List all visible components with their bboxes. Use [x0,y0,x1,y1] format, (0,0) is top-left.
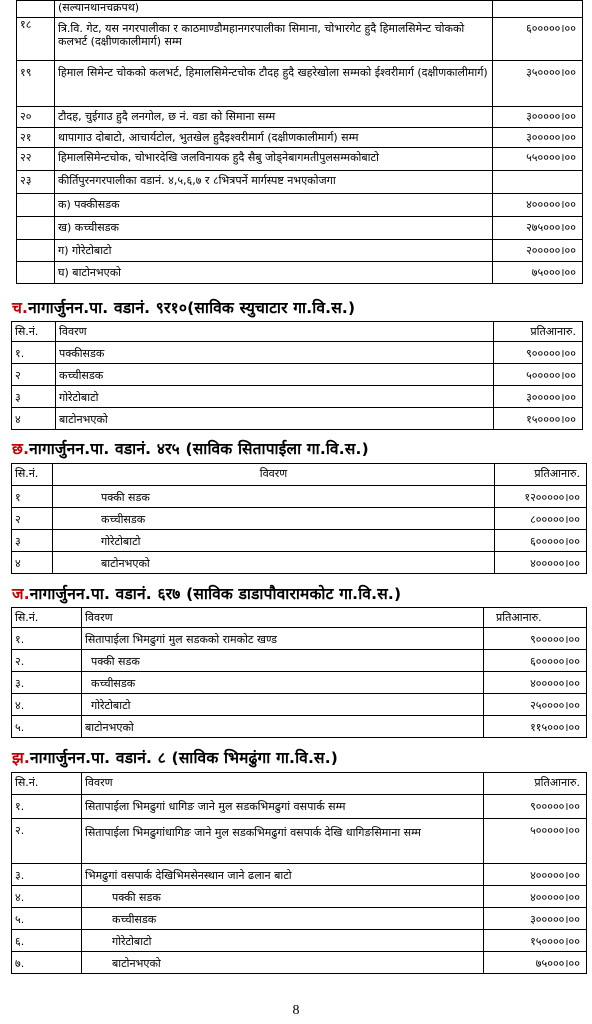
row-desc: पक्की सडक [82,886,484,908]
row-amount: ९०००००।०० [484,628,587,650]
table-row [12,628,587,650]
row-no: २१ [17,128,55,148]
row-amount: १५००००।०० [494,408,583,430]
row-desc: टौदह, चुईगाउ हुदै लनगोल, छ नं. वडा को सिमाना सम्म [55,107,493,128]
table-header-row [12,773,587,795]
table-row [12,386,583,408]
table-row [12,930,587,952]
row-desc: गोरेटोबाटो [82,930,484,952]
row-amount: ११५०००।०० [484,716,587,738]
row-amount: ३०००००।०० [484,908,587,930]
row-amount: ८०००००।०० [495,508,587,530]
row-amount: ६०००००।०० [493,18,583,61]
row-desc: सितापाईला भिमढुगांधागिङ जाने मुल सडकभिमढुगां वसपार्क देखि धागिङसिमाना सम्म [82,819,484,864]
row-no: ५. [12,908,82,930]
row-desc: हिमाल सिमेन्ट चोकको कलभर्ट, हिमालसिमेन्टचोक टौदह हुदै खहरेखोला सम्मको ईश्वरीमार्ग (दक्षीणकालीमार्ग) [55,61,493,107]
row-amount: ३०००००।०० [493,128,583,148]
col-header-no: सि.नं. [12,322,56,342]
row-no: ३. [12,864,82,886]
table-row [12,486,587,508]
table-row [12,552,587,574]
row-no: ३ [12,386,56,408]
table-row [12,716,587,738]
table-row [12,672,587,694]
row-desc: बाटोनभएको [82,952,484,974]
row-desc: (सल्यानथानचक्रपथ) [55,1,493,18]
row-desc: पक्की सडक [53,486,495,508]
table-cha [11,321,583,430]
table-row [17,194,583,217]
row-no: २२ [17,148,55,171]
row-no: २ [12,508,53,530]
row-desc: पक्की सडक [82,650,484,672]
row-no: ६. [12,930,82,952]
table-row [12,886,587,908]
section-title: नागार्जुनन.पा. वडानं. ९र१०(साविक स्युचाटार गा.वि.स.) [28,299,356,317]
row-amount: २०००००।०० [493,240,583,262]
row-no: १ [12,486,53,508]
row-amount: ९०००००।०० [484,795,587,819]
table-row [17,171,583,194]
row-desc: कीर्तिपुरनगरपालीका वडानं. ४,५,६,७ र ८भित्रपर्ने मार्गस्पष्ट नभएकोजगा [55,171,493,194]
row-desc: क) पक्कीसडक [55,194,493,217]
table-row [17,262,583,284]
col-header-desc: विवरण [82,773,484,795]
row-desc: गोरेटोबाटो [53,530,495,552]
table-top [16,0,583,284]
table-row [17,1,583,18]
row-amount: ४०००००।०० [484,864,587,886]
table-row [17,61,583,107]
row-no: २० [17,107,55,128]
section-heading-cha [12,296,355,318]
section-heading-chha [12,437,369,459]
table-row [12,694,587,716]
row-no [17,1,55,18]
row-no: २. [12,819,82,864]
row-desc: भिमढुगां वसपार्क देखिभिमसेनस्थान जाने ढलान बाटो [82,864,484,886]
col-header-amount: प्रतिआनारु. [484,773,587,795]
col-header-desc: विवरण [53,464,495,486]
section-prefix: ज. [12,585,30,603]
row-no: ४ [12,552,53,574]
section-heading-ja [12,582,401,604]
section-title: नागार्जुनन.पा. वडानं. ४र५ (साविक सितापाईला गा.वि.स.) [29,440,369,458]
row-no: ४. [12,694,82,716]
section-prefix: झ. [12,749,31,767]
row-desc: बाटोनभएको [82,716,484,738]
row-no: ४. [12,886,82,908]
col-header-no: सि.नं. [12,773,82,795]
row-no: २३ [17,171,55,194]
col-header-desc: विवरण [82,608,484,628]
row-no [17,217,55,240]
row-desc: कच्चीसडक [56,364,494,386]
row-desc: सितापाईला भिमढुगां मुल सडकको रामकोट खण्ड [82,628,484,650]
row-amount: २५००००।०० [484,694,587,716]
page-number: 8 [292,1003,300,1018]
col-header-amount: प्रतिआनारु. [495,464,587,486]
row-amount: २७५०००।०० [493,217,583,240]
row-amount: ४०००००।०० [484,672,587,694]
table-chha [11,463,587,574]
row-amount: १२०००००।०० [495,486,587,508]
table-ja [11,607,587,738]
row-desc: पक्कीसडक [56,342,494,364]
row-no: २ [12,364,56,386]
table-row [17,128,583,148]
row-desc: गोरेटोबाटो [56,386,494,408]
table-row [12,408,583,430]
row-desc: गोरेटोबाटो [82,694,484,716]
row-desc: घ) बाटोनभएको [55,262,493,284]
row-no [17,262,55,284]
row-amount: १५००००।०० [484,930,587,952]
row-amount [493,1,583,18]
table-row [12,364,583,386]
row-amount: ३५००००।०० [493,61,583,107]
table-row [12,650,587,672]
row-no: १८ [17,18,55,61]
row-amount: ५५००००।०० [493,148,583,171]
row-amount [493,171,583,194]
table-row [17,18,583,61]
col-header-desc: विवरण [56,322,494,342]
row-desc: कच्चीसडक [82,672,484,694]
row-no: १. [12,342,56,364]
row-no: २. [12,650,82,672]
row-amount: ५०००००।०० [484,819,587,864]
row-desc: बाटोनभएको [56,408,494,430]
row-amount: ५०००००।०० [494,364,583,386]
table-row [12,508,587,530]
table-row [12,952,587,974]
row-no: १९ [17,61,55,107]
row-no: १. [12,795,82,819]
table-header-row [12,322,583,342]
table-row [12,864,587,886]
row-amount: ६०००००।०० [484,650,587,672]
table-jha [11,772,587,974]
row-desc: ख) कच्चीसडक [55,217,493,240]
col-header-amount: प्रतिआनारु. [484,608,587,628]
row-amount: ३०००००।०० [494,386,583,408]
table-header-row [12,608,587,628]
table-row [12,908,587,930]
table-row [17,107,583,128]
col-header-no: सि.नं. [12,464,53,486]
table-row [17,148,583,171]
table-header-row [12,464,587,486]
row-desc: ग) गोरेटोबाटो [55,240,493,262]
row-amount: ४०००००।०० [484,886,587,908]
row-desc: त्रि.वि. गेट, यस नगरपालीका र काठमाण्डौमहानगरपालीका सिमाना, चोभारगेट हुदै हिमालसिमेन्ट चोकको कलभर्ट (दक्षीणकालीमार्ग) सम्म [55,18,493,61]
col-header-amount: प्रतिआनारु. [494,322,583,342]
row-desc: सितापाईला भिमढुगां धागिङ जाने मुल सडकभिमढुगां वसपार्क सम्म [82,795,484,819]
row-desc: थापागाउ दोबाटो, आचार्यटोल, भुतखेल हुदैइश्वरीमार्ग (दक्षीणकालीमार्ग) सम्म [55,128,493,148]
table-row [17,240,583,262]
row-desc: हिमालसिमेन्टचोक, चोभारदेखि जलविनायक हुदै सैबु जोड्नेबागमतीपुलसम्मकोबाटो [55,148,493,171]
table-row [17,217,583,240]
section-prefix: च. [12,299,29,317]
table-row [12,819,587,864]
row-desc: कच्चीसडक [82,908,484,930]
row-no: ३ [12,530,53,552]
section-title: नागार्जुनन.पा. वडानं. ८ (साविक भिमढुंगा गा.वि.स.) [30,749,339,767]
row-desc: बाटोनभएको [53,552,495,574]
col-header-no: सि.नं. [12,608,82,628]
row-no: १. [12,628,82,650]
row-amount: ४०००००।०० [495,552,587,574]
section-title: नागार्जुनन.पा. वडानं. ६र७ (साविक डाडापौवारामकोट गा.वि.स.) [29,585,402,603]
section-prefix: छ. [12,440,30,458]
row-amount: ६०००००।०० [495,530,587,552]
row-amount: ९०००००।०० [494,342,583,364]
section-heading-jha [12,746,338,768]
table-row [12,530,587,552]
row-no: ७. [12,952,82,974]
row-amount: ७५०००।०० [484,952,587,974]
row-no: ३. [12,672,82,694]
row-no [17,240,55,262]
table-row [12,795,587,819]
row-amount: ४०००००।०० [493,194,583,217]
row-amount: ३०००००।०० [493,107,583,128]
table-row [12,342,583,364]
row-amount: ७५०००।०० [493,262,583,284]
row-desc: कच्चीसडक [53,508,495,530]
row-no [17,194,55,217]
row-no: ४ [12,408,56,430]
row-no: ५. [12,716,82,738]
